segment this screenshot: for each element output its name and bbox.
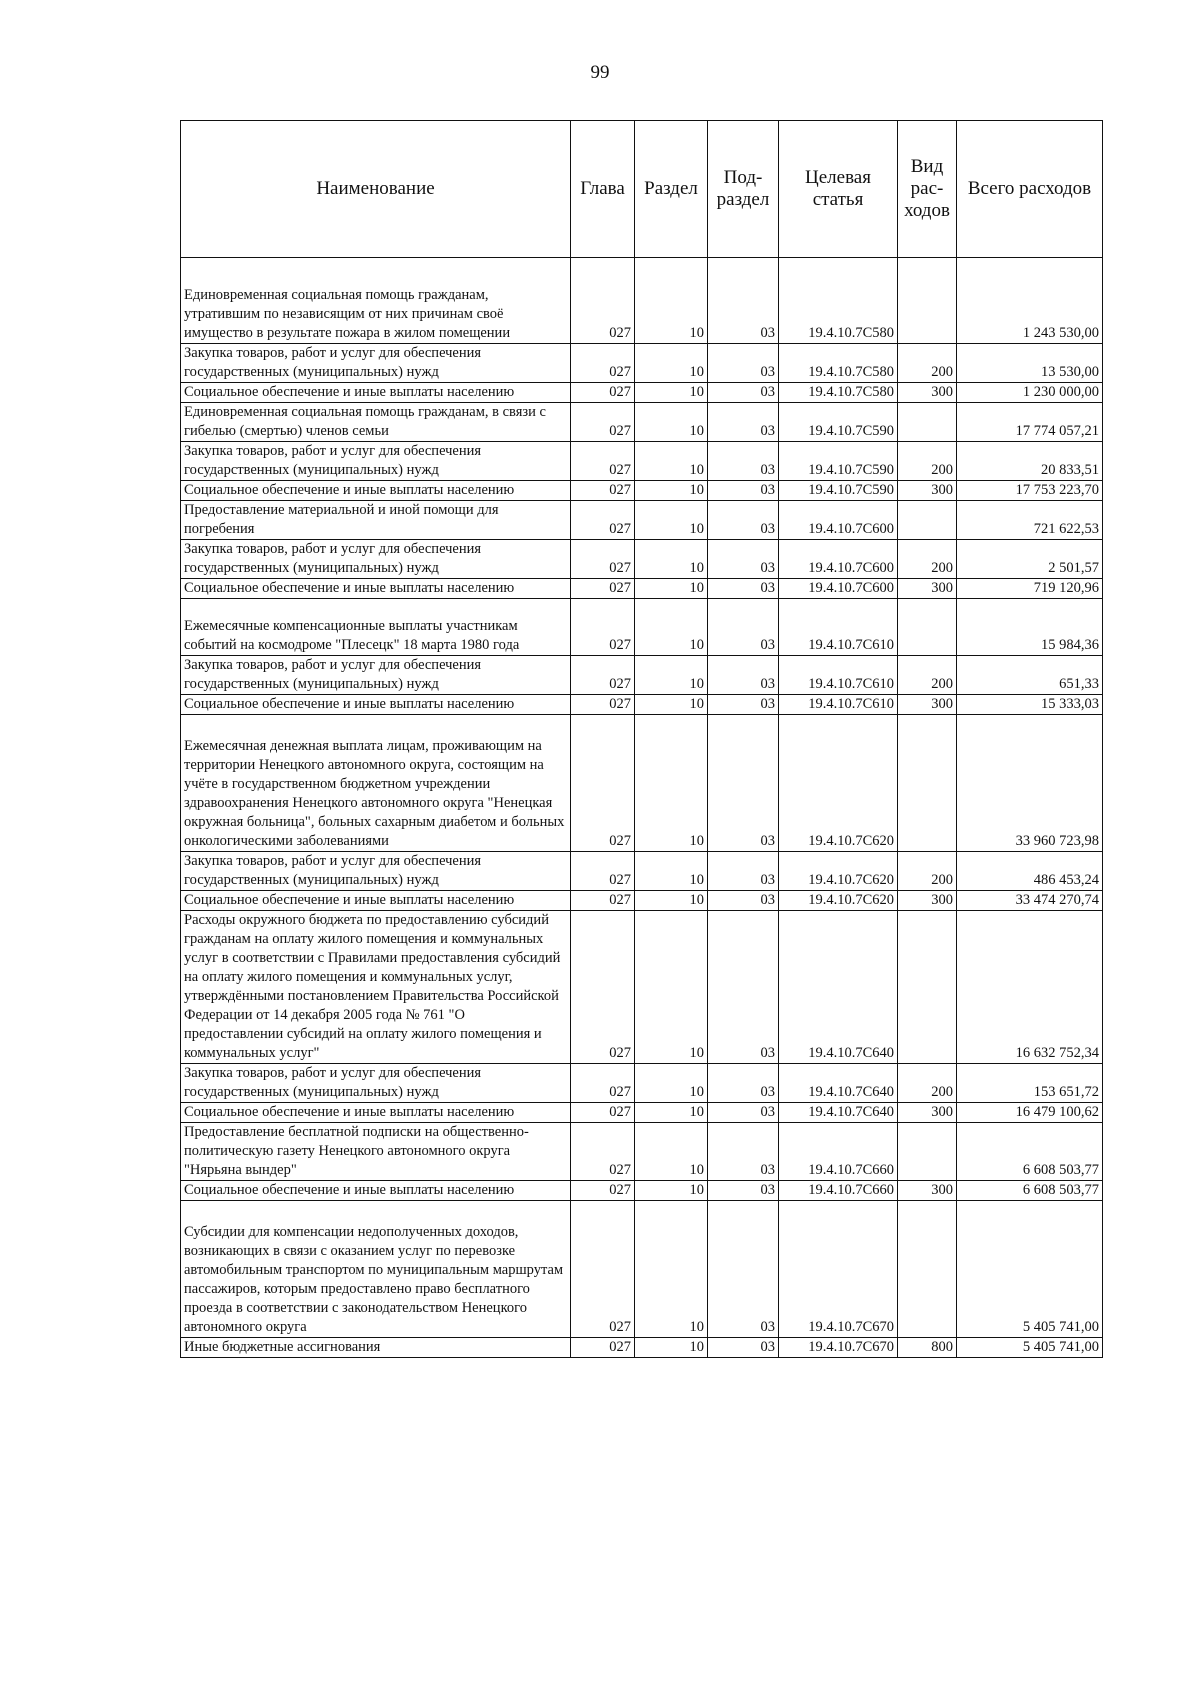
cell-section: 10 — [635, 695, 708, 715]
cell-target-article: 19.4.10.7С590 — [779, 442, 898, 481]
cell-expense-type — [898, 715, 957, 852]
cell-expense-type: 300 — [898, 1181, 957, 1201]
cell-section: 10 — [635, 540, 708, 579]
cell-target-article: 19.4.10.7С670 — [779, 1338, 898, 1358]
cell-section: 10 — [635, 442, 708, 481]
cell-name: Субсидии для компенсации недополученных доходов, возникающих в связи с оказанием услуг по перевозке автомобильным транспортом по муниципальным маршрутам пассажиров, которым предоставлено право бесплатного проезда в соответствии с законодательством Ненецкого автономного округа — [181, 1201, 571, 1338]
cell-section: 10 — [635, 1181, 708, 1201]
cell-section: 10 — [635, 1338, 708, 1358]
cell-subsection: 03 — [708, 1338, 779, 1358]
table-row — [181, 540, 1103, 579]
cell-name: Социальное обеспечение и иные выплаты населению — [181, 579, 571, 599]
cell-chapter: 027 — [571, 344, 635, 383]
cell-subsection: 03 — [708, 911, 779, 1064]
cell-name: Социальное обеспечение и иные выплаты населению — [181, 1181, 571, 1201]
cell-subsection: 03 — [708, 442, 779, 481]
table-row — [181, 383, 1103, 403]
cell-subsection: 03 — [708, 344, 779, 383]
cell-name: Расходы окружного бюджета по предоставлению субсидий гражданам на оплату жилого помещения и коммунальных услуг в соответствии с Правилами предоставления субсидий на оплату жилого помещения и коммунальных услуг, утверждёнными постановлением Правительства Российской Федерации от 14 декабря 2005 года № 761 "О предоставлении субсидий на оплату жилого помещения и коммунальных услуг" — [181, 911, 571, 1064]
cell-expense-type: 300 — [898, 1103, 957, 1123]
cell-expense-type: 200 — [898, 656, 957, 695]
cell-name: Закупка товаров, работ и услуг для обеспечения государственных (муниципальных) нужд — [181, 1064, 571, 1103]
cell-total: 486 453,24 — [957, 852, 1103, 891]
cell-expense-type — [898, 403, 957, 442]
cell-expense-type: 300 — [898, 481, 957, 501]
cell-total: 721 622,53 — [957, 501, 1103, 540]
cell-target-article: 19.4.10.7С620 — [779, 852, 898, 891]
cell-subsection: 03 — [708, 695, 779, 715]
table-row — [181, 656, 1103, 695]
cell-chapter: 027 — [571, 891, 635, 911]
cell-section: 10 — [635, 715, 708, 852]
cell-total: 17 753 223,70 — [957, 481, 1103, 501]
cell-name: Закупка товаров, работ и услуг для обеспечения государственных (муниципальных) нужд — [181, 344, 571, 383]
cell-subsection: 03 — [708, 1103, 779, 1123]
cell-chapter: 027 — [571, 1201, 635, 1338]
cell-target-article: 19.4.10.7С620 — [779, 715, 898, 852]
cell-name: Предоставление бесплатной подписки на общественно-политическую газету Ненецкого автономного округа "Нярьяна вындер" — [181, 1123, 571, 1181]
table-row — [181, 715, 1103, 852]
cell-total: 20 833,51 — [957, 442, 1103, 481]
table-row — [181, 1064, 1103, 1103]
table-row — [181, 258, 1103, 344]
cell-name: Закупка товаров, работ и услуг для обеспечения государственных (муниципальных) нужд — [181, 540, 571, 579]
cell-total: 719 120,96 — [957, 579, 1103, 599]
cell-expense-type — [898, 1123, 957, 1181]
cell-subsection: 03 — [708, 1064, 779, 1103]
cell-chapter: 027 — [571, 1064, 635, 1103]
cell-section: 10 — [635, 852, 708, 891]
cell-target-article: 19.4.10.7С590 — [779, 403, 898, 442]
cell-target-article: 19.4.10.7С600 — [779, 540, 898, 579]
cell-name: Предоставление материальной и иной помощи для погребения — [181, 501, 571, 540]
cell-name: Закупка товаров, работ и услуг для обеспечения государственных (муниципальных) нужд — [181, 852, 571, 891]
cell-expense-type: 200 — [898, 442, 957, 481]
cell-total: 33 474 270,74 — [957, 891, 1103, 911]
cell-target-article: 19.4.10.7С610 — [779, 695, 898, 715]
table-row — [181, 1103, 1103, 1123]
header-expense-type: Вид рас- ходов — [898, 121, 957, 258]
cell-chapter: 027 — [571, 1338, 635, 1358]
cell-target-article: 19.4.10.7С590 — [779, 481, 898, 501]
cell-subsection: 03 — [708, 1123, 779, 1181]
table-body — [181, 258, 1103, 1358]
cell-chapter: 027 — [571, 599, 635, 656]
cell-subsection: 03 — [708, 852, 779, 891]
header-total: Всего расходов — [957, 121, 1103, 258]
cell-subsection: 03 — [708, 1181, 779, 1201]
cell-total: 16 479 100,62 — [957, 1103, 1103, 1123]
cell-chapter: 027 — [571, 911, 635, 1064]
cell-total: 6 608 503,77 — [957, 1181, 1103, 1201]
cell-section: 10 — [635, 656, 708, 695]
table-row — [181, 911, 1103, 1064]
cell-section: 10 — [635, 891, 708, 911]
cell-subsection: 03 — [708, 383, 779, 403]
cell-subsection: 03 — [708, 715, 779, 852]
cell-subsection: 03 — [708, 540, 779, 579]
header-subsection: Под- раздел — [708, 121, 779, 258]
cell-total: 17 774 057,21 — [957, 403, 1103, 442]
cell-expense-type: 300 — [898, 383, 957, 403]
cell-chapter: 027 — [571, 403, 635, 442]
cell-total: 1 243 530,00 — [957, 258, 1103, 344]
cell-expense-type: 200 — [898, 852, 957, 891]
cell-total: 33 960 723,98 — [957, 715, 1103, 852]
cell-expense-type: 300 — [898, 891, 957, 911]
cell-target-article: 19.4.10.7С580 — [779, 383, 898, 403]
cell-total: 13 530,00 — [957, 344, 1103, 383]
cell-section: 10 — [635, 501, 708, 540]
cell-name: Закупка товаров, работ и услуг для обеспечения государственных (муниципальных) нужд — [181, 442, 571, 481]
cell-chapter: 027 — [571, 656, 635, 695]
cell-name: Социальное обеспечение и иные выплаты населению — [181, 695, 571, 715]
cell-expense-type: 300 — [898, 695, 957, 715]
table-header-row — [181, 121, 1103, 258]
cell-target-article: 19.4.10.7С640 — [779, 911, 898, 1064]
table-row — [181, 695, 1103, 715]
cell-total: 15 333,03 — [957, 695, 1103, 715]
cell-expense-type — [898, 599, 957, 656]
cell-total: 651,33 — [957, 656, 1103, 695]
cell-target-article: 19.4.10.7С580 — [779, 258, 898, 344]
cell-section: 10 — [635, 1123, 708, 1181]
cell-name: Социальное обеспечение и иные выплаты населению — [181, 1103, 571, 1123]
cell-chapter: 027 — [571, 1103, 635, 1123]
table-row — [181, 1338, 1103, 1358]
cell-name: Закупка товаров, работ и услуг для обеспечения государственных (муниципальных) нужд — [181, 656, 571, 695]
table-row — [181, 852, 1103, 891]
cell-expense-type: 800 — [898, 1338, 957, 1358]
cell-total: 15 984,36 — [957, 599, 1103, 656]
cell-expense-type: 200 — [898, 540, 957, 579]
cell-expense-type — [898, 1201, 957, 1338]
header-target-article: Целевая статья — [779, 121, 898, 258]
cell-expense-type — [898, 258, 957, 344]
table-row — [181, 1123, 1103, 1181]
header-section: Раздел — [635, 121, 708, 258]
cell-name: Ежемесячная денежная выплата лицам, проживающим на территории Ненецкого автономного округа, состоящим на учёте в государственном бюджетном учреждении здравоохранения Ненецкого автономного округа "Ненецкая окружная больница", больных сахарным диабетом и больных онкологическими заболеваниями — [181, 715, 571, 852]
cell-target-article: 19.4.10.7С610 — [779, 599, 898, 656]
cell-chapter: 027 — [571, 852, 635, 891]
header-name: Наименование — [181, 121, 571, 258]
cell-subsection: 03 — [708, 1201, 779, 1338]
cell-target-article: 19.4.10.7С610 — [779, 656, 898, 695]
cell-section: 10 — [635, 599, 708, 656]
cell-name: Ежемесячные компенсационные выплаты участникам событий на космодроме "Плесецк" 18 марта 1980 года — [181, 599, 571, 656]
cell-chapter: 027 — [571, 442, 635, 481]
cell-target-article: 19.4.10.7С620 — [779, 891, 898, 911]
cell-chapter: 027 — [571, 258, 635, 344]
cell-target-article: 19.4.10.7С600 — [779, 501, 898, 540]
cell-subsection: 03 — [708, 501, 779, 540]
cell-target-article: 19.4.10.7С640 — [779, 1064, 898, 1103]
cell-name: Иные бюджетные ассигнования — [181, 1338, 571, 1358]
cell-name: Единовременная социальная помощь гражданам, утратившим по независящим от них причинам своё имущество в результате пожара в жилом помещении — [181, 258, 571, 344]
cell-target-article: 19.4.10.7С660 — [779, 1181, 898, 1201]
cell-expense-type — [898, 501, 957, 540]
cell-subsection: 03 — [708, 579, 779, 599]
cell-chapter: 027 — [571, 383, 635, 403]
cell-subsection: 03 — [708, 891, 779, 911]
cell-section: 10 — [635, 1201, 708, 1338]
cell-section: 10 — [635, 403, 708, 442]
cell-expense-type — [898, 911, 957, 1064]
cell-chapter: 027 — [571, 1181, 635, 1201]
cell-target-article: 19.4.10.7С600 — [779, 579, 898, 599]
cell-subsection: 03 — [708, 481, 779, 501]
cell-section: 10 — [635, 579, 708, 599]
cell-chapter: 027 — [571, 481, 635, 501]
cell-name: Социальное обеспечение и иные выплаты населению — [181, 481, 571, 501]
cell-total: 1 230 000,00 — [957, 383, 1103, 403]
table-row — [181, 1181, 1103, 1201]
cell-subsection: 03 — [708, 656, 779, 695]
cell-total: 16 632 752,34 — [957, 911, 1103, 1064]
cell-expense-type: 200 — [898, 344, 957, 383]
cell-target-article: 19.4.10.7С670 — [779, 1201, 898, 1338]
cell-total: 5 405 741,00 — [957, 1338, 1103, 1358]
table-row — [181, 501, 1103, 540]
header-chapter: Глава — [571, 121, 635, 258]
cell-chapter: 027 — [571, 695, 635, 715]
cell-target-article: 19.4.10.7С640 — [779, 1103, 898, 1123]
table-row — [181, 344, 1103, 383]
cell-section: 10 — [635, 344, 708, 383]
cell-subsection: 03 — [708, 403, 779, 442]
cell-total: 5 405 741,00 — [957, 1201, 1103, 1338]
cell-target-article: 19.4.10.7С660 — [779, 1123, 898, 1181]
table-row — [181, 481, 1103, 501]
cell-section: 10 — [635, 911, 708, 1064]
table-row — [181, 1201, 1103, 1338]
cell-name: Единовременная социальная помощь гражданам, в связи с гибелью (смертью) членов семьи — [181, 403, 571, 442]
table-row — [181, 579, 1103, 599]
cell-name: Социальное обеспечение и иные выплаты населению — [181, 383, 571, 403]
table-row — [181, 442, 1103, 481]
page-number: 99 — [590, 62, 610, 83]
cell-subsection: 03 — [708, 599, 779, 656]
table-row — [181, 599, 1103, 656]
cell-section: 10 — [635, 1103, 708, 1123]
cell-expense-type: 300 — [898, 579, 957, 599]
table-row — [181, 891, 1103, 911]
cell-expense-type: 200 — [898, 1064, 957, 1103]
cell-section: 10 — [635, 258, 708, 344]
cell-name: Социальное обеспечение и иные выплаты населению — [181, 891, 571, 911]
cell-section: 10 — [635, 481, 708, 501]
cell-section: 10 — [635, 1064, 708, 1103]
cell-target-article: 19.4.10.7С580 — [779, 344, 898, 383]
cell-total: 2 501,57 — [957, 540, 1103, 579]
table-row — [181, 403, 1103, 442]
cell-total: 6 608 503,77 — [957, 1123, 1103, 1181]
cell-chapter: 027 — [571, 501, 635, 540]
cell-section: 10 — [635, 383, 708, 403]
cell-chapter: 027 — [571, 540, 635, 579]
cell-chapter: 027 — [571, 579, 635, 599]
cell-chapter: 027 — [571, 715, 635, 852]
cell-subsection: 03 — [708, 258, 779, 344]
budget-table — [180, 120, 1103, 1358]
cell-chapter: 027 — [571, 1123, 635, 1181]
cell-total: 153 651,72 — [957, 1064, 1103, 1103]
